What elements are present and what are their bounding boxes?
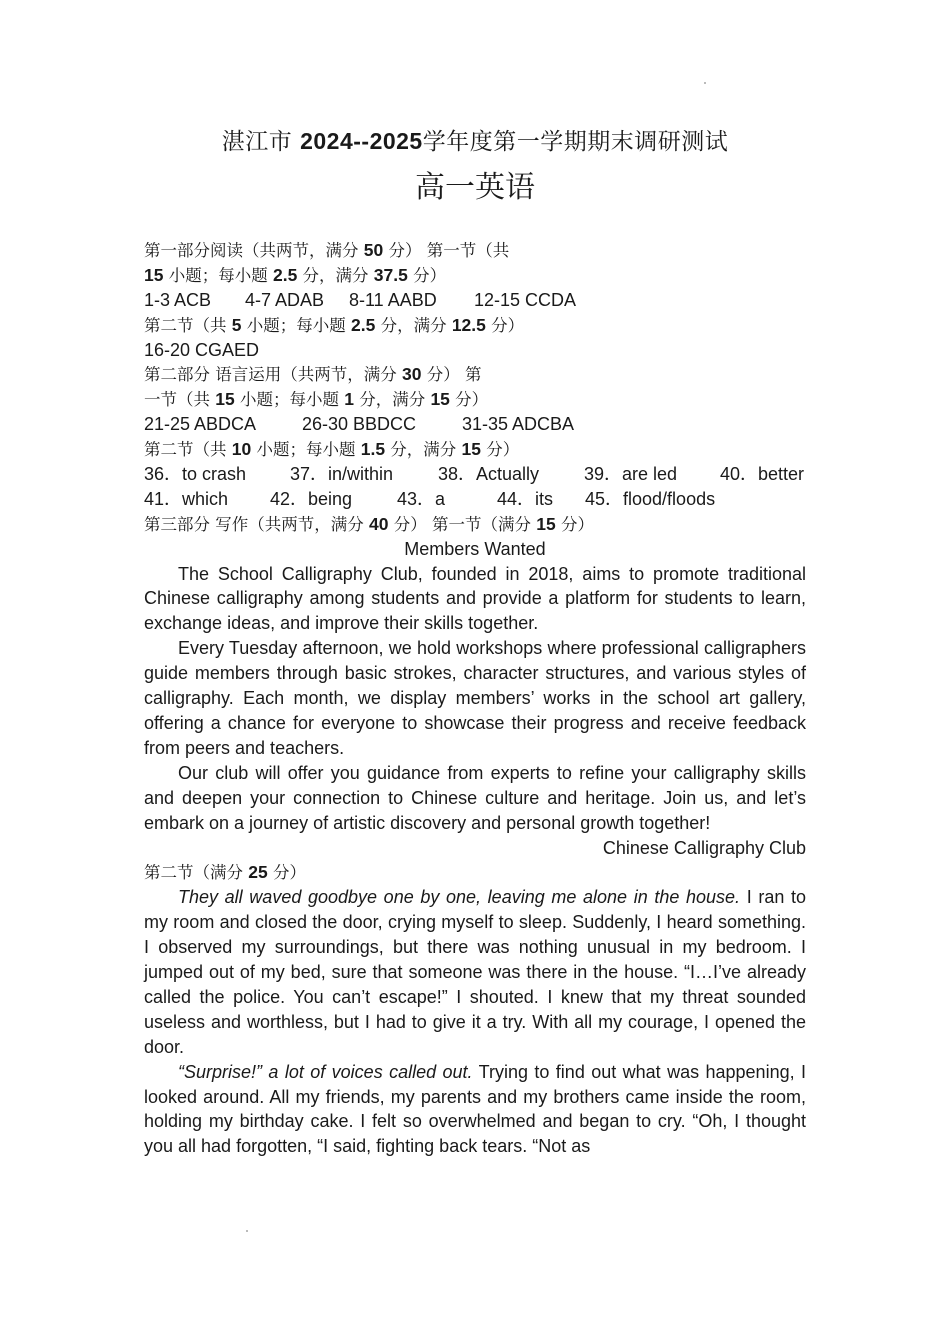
part2-section1-heading: 一节（共 15 小题；每小题 1 分，满分 15 分）	[144, 389, 489, 410]
subject-title: 高一英语	[415, 170, 535, 205]
essay-paragraph: Every Tuesday afternoon, we hold workshops where professional calligraphers guide members through basic strokes, character structures, and various styles of calligraphy. Each month, we display members’ works in the school art gallery, offering a chance for everyone to showcase their progress and receive feedback from peers and teachers.	[144, 638, 806, 758]
part3-heading: 第三部分 写作（共两节，满分 40 分） 第一节（满分 15 分）	[144, 513, 594, 534]
story-paragraph: “Surprise!” a lot of voices called out. Trying to find out what was happening, I looked around. All my friends, my parents and my brothers came inside the room, holding my birthday cake. I felt so overwhelmed and began to cry. “Oh, I thought you all had forgotten, “I said, fighting back tears. “Not as	[144, 1061, 806, 1157]
fill-answer-row: 36．to crash 37．in/within 38．Actually 39．are led 40．better	[144, 464, 805, 485]
essay-signature: Chinese Calligraphy Club	[602, 837, 806, 858]
story-paragraph: They all waved goodbye one by one, leaving me alone in the house. I ran to my room and closed the door, crying myself to sleep. Suddenly, I heard something. I observed my surroundings, but there was nothing unusual in my bedroom. I jumped out of my bed, sure that someone was there in the house. “I…I’ve already called the police. You can’t escape!” I shouted. I knew that my threat sounded useless and worthless, but I had to give it a try. With all my courage, I opened the door.	[144, 887, 807, 1057]
answer-key-body	[144, 238, 806, 1159]
part2-heading: 第二部分 语言运用（共两节，满分 30 分） 第	[144, 364, 482, 385]
exam-title: 湛江市 2024--2025学年度第一学期期末调研测试	[221, 128, 729, 155]
essay-title: Members Wanted	[404, 538, 546, 559]
fill-answer-row: 41．which 42．being 43．a 44．its 45．flood/floods	[144, 488, 716, 509]
part1-section2-heading: 第二节（共 5 小题；每小题 2.5 分，满分 12.5 分）	[144, 314, 525, 335]
answer-row: 21-25 ABDCA 26-30 BBDCC 31-35 ADCBA	[144, 414, 575, 435]
answer-row: 16-20 CGAED	[144, 339, 260, 360]
essay-paragraph: The School Calligraphy Club, founded in 2018, aims to promote traditional Chinese calligraphy among students and provide a platform for students to learn, exchange ideas, and improve their skills together.	[144, 563, 806, 634]
part3-section2-heading: 第二节（满分 25 分）	[144, 862, 306, 883]
scan-speck	[704, 82, 706, 84]
answer-row: 1-3 ACB 4-7 ADAB 8-11 AABD 12-15 CCDA	[144, 289, 577, 310]
part2-section2-heading: 第二节（共 10 小题；每小题 1.5 分，满分 15 分）	[144, 439, 520, 460]
part1-heading: 第一部分阅读（共两节，满分 50 分） 第一节（共	[144, 240, 510, 260]
part1-section1-heading: 15 小题；每小题 2.5 分，满分 37.5 分）	[144, 264, 447, 285]
essay-paragraph: Our club will offer you guidance from experts to refine your calligraphy skills and deepen your connection to Chinese culture and heritage. Join us, and let’s embark on a journey of artistic discovery and personal growth together!	[144, 762, 806, 833]
scan-speck	[246, 1230, 248, 1232]
